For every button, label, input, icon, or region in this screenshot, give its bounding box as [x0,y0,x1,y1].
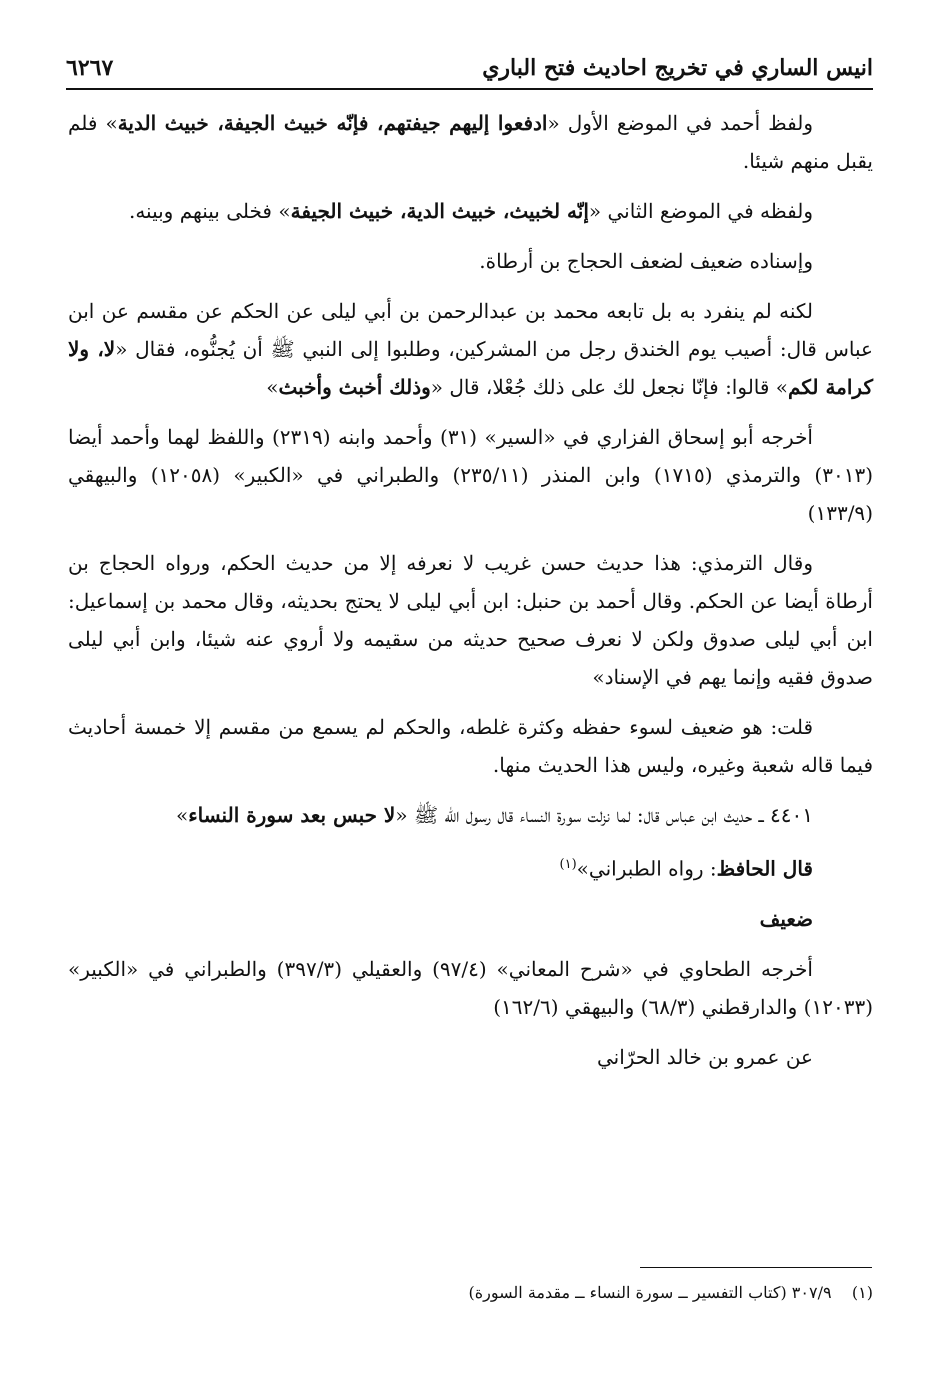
main-text [68,104,873,1088]
quoted-hadith: إنّه لخبيث، خبيث الدية، خبيث الجيفة [290,199,589,223]
text: » قالوا: فإنّا نجعل لك على ذلك جُعْلا، قال « [430,375,789,399]
quoted-hadith: ادفعوا إليهم جيفتهم، فإنّه خبيث الجيفة، خبيث الدية [117,111,548,135]
text: ولفظه في الموضع الثاني « [588,199,813,223]
paragraph-mutaba [68,292,873,406]
running-header [66,48,873,90]
book-title: انيس الساري في تخريج احاديث فتح الباري [482,55,873,81]
paragraph-ahmad-wording-1 [68,104,873,180]
footnote-ref: (١) [559,857,577,872]
footnote-text: ٣٠٧/٩ (كتاب التفسير ــ سورة النساء ــ مقدمة السورة) [468,1283,832,1302]
paragraph-hadith-4401 [68,796,873,834]
paragraph-takhrij-1: أخرجه أبو إسحاق الفزاري في «السير» (٣١) وأحمد وابنه (٢٣١٩) واللفظ لهما وأحمد أيضا (٣٠١٣) والترمذي (١٧١٥) وابن المنذر (٢٣٥/١١) والطبراني في «الكبير» (١٢٠٥٨) والبيهقي (١٣٣/٩) [68,425,873,525]
hafiz-label: قال الحافظ [716,856,813,881]
text: ٤٤٠١ ــ حديث ابن عباس قال: لما نزلت سورة النساء قال رسول الله ﷺ « [395,803,813,827]
quoted-hadith: لا، ولا كرامة لكم [68,337,873,399]
footnote-marker: (١) [851,1283,873,1302]
text: : رواه الطبراني» [576,856,717,881]
page-number: ٦٢٦٧ [66,55,114,81]
paragraph-tirmidhi: وقال الترمذي: هذا حديث حسن غريب لا نعرفه إلا من حديث الحكم، ورواه الحجاج بن أرطاة أيضا عن الحكم. وقال أحمد بن حنبل: ابن أبي ليلى لا يحتج بحديثه، وقال محمد بن إسماعيل: ابن أبي ليلى صدوق ولكن لا نعرف صحيح حديثه من سقيمه ولا أروي عنه شيئا، وابن أبي ليلى صدوق فقيه وإنما يهم في الإسناد» [68,551,873,689]
text: ولفظ أحمد في الموضع الأول « [547,111,813,135]
footnote-divider [640,1267,872,1268]
paragraph-hafiz [68,846,873,888]
text: » فخلى بينهم وبينه. [128,199,291,223]
paragraph-takhrij-2: أخرجه الطحاوي في «شرح المعاني» (٩٧/٤) والعقيلي (٣٩٧/٣) والطبراني في «الكبير» (١٢٠٣٣) والدارقطني (٦٨/٣) والبيهقي (١٦٢/٦) [68,956,873,1019]
footnote [68,1280,873,1306]
quoted-hadith: لا حبس بعد سورة النساء [188,803,396,827]
quoted-hadith: وذلك أخبث وأخبث [278,375,431,399]
paragraph-narrator: عن عمرو بن خالد الحرّاني [596,1044,813,1069]
paragraph-ahmad-wording-2 [68,192,873,230]
text: » [266,375,279,399]
text: لكنه لم ينفرد به بل تابعه محمد بن عبدالرحمن بن أبي ليلى عن الحكم عن مقسم عن ابن عباس قال: أصيب يوم الخندق رجل من المشركين، وطلبوا إلى النبي ﷺ أن يُجنُّوه، فقال « [68,299,873,361]
text: » [175,803,189,827]
grading-heading: ضعيف [759,906,813,931]
paragraph-qultu: قلت: هو ضعيف لسوء حفظه وكثرة غلطه، والحكم لم يسمع من مقسم إلا خمسة أحاديث فيما قاله شعبة وغيره، وليس هذا الحديث منها. [68,715,873,777]
text: » فلم يقبل منهم شيئا. [68,111,873,173]
paragraph-isnad-weak: وإسناده ضعيف لضعف الحجاج بن أرطاة. [479,249,813,273]
